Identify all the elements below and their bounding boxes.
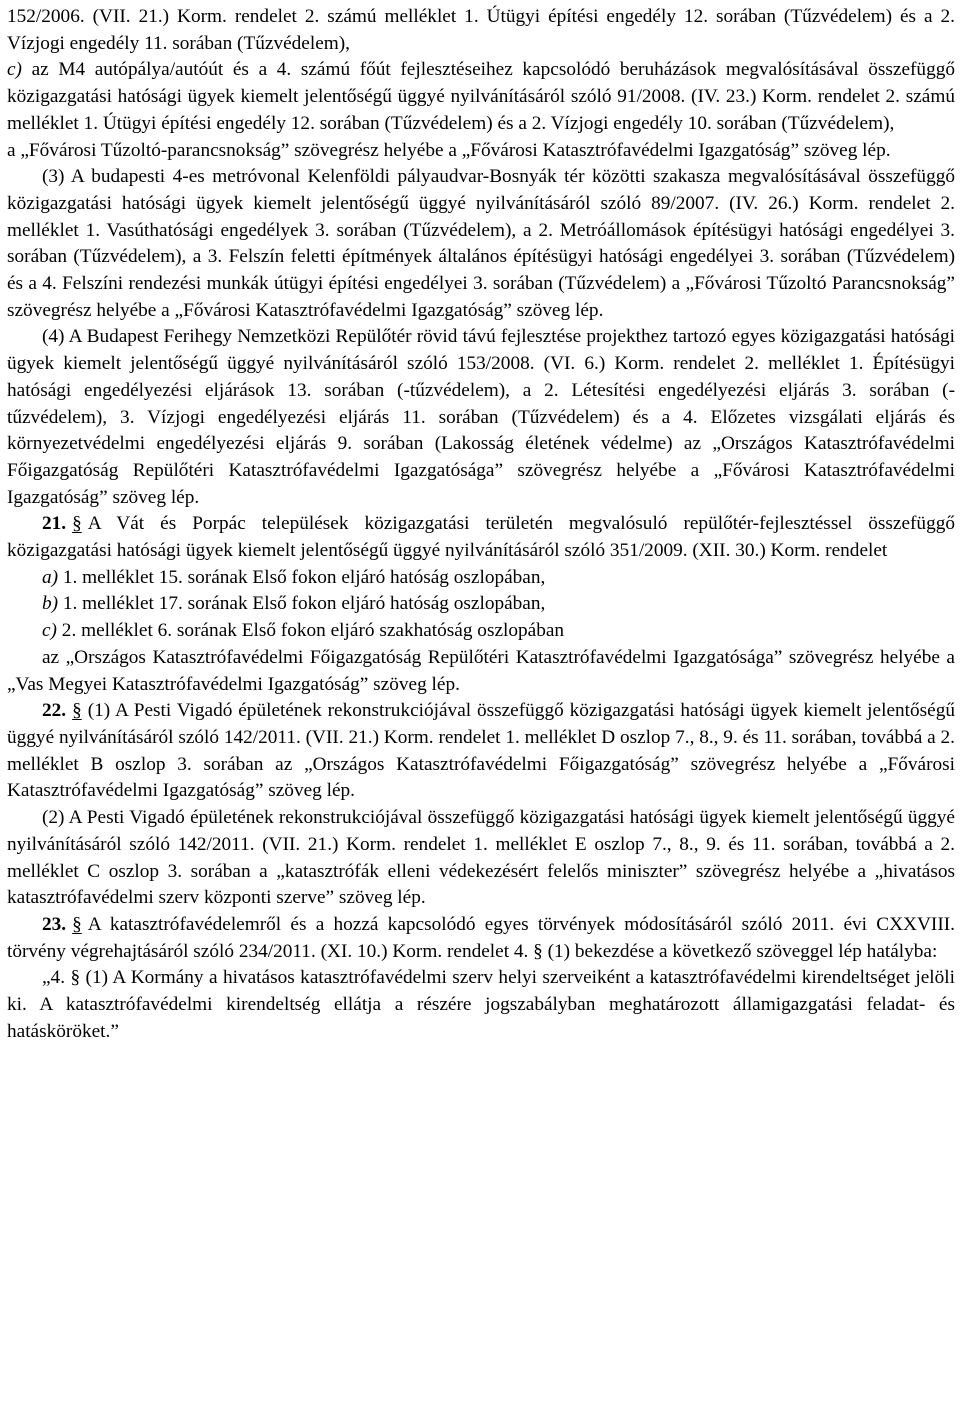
list-item [7, 565, 955, 592]
section-21 [7, 511, 955, 564]
section-23 [7, 912, 955, 965]
section-22-paragraph-2: (2) A Pesti Vigadó épületének rekonstrukciójával összefüggő közigazgatási hatósági ügyek kiemelt jelentőségű üggyé nyilvánításáról szóló 142/2011. (VII. 21.) Korm. rendelet 1. melléklet E oszlop 7., 8., 9. és 11. sorában, továbbá a 2. melléklet C oszlop 3. sorában a „katasztrófák elleni védekezésért felelős miniszter” szövegrész helyébe a „hivatásos katasztrófavédelmi szerv központi szerve” szöveg lép. [7, 807, 955, 909]
intro-item-c [7, 57, 955, 137]
item-marker: a) [42, 566, 59, 588]
section-mark: § [72, 513, 82, 535]
item-marker: c) [42, 620, 57, 642]
item-text: 1. melléklet 17. sorának Első fokon eljáró hatóság oszlopában, [58, 593, 546, 615]
section-text: (1) A Pesti Vigadó épületének rekonstrukciójával összefüggő közigazgatási hatósági ügyek kiemelt jelentőségű üggyé nyilvánításáról szóló 142/2011. (VII. 21.) Korm. rendelet 1. melléklet D oszlop 7., 8., 9. és 11. sorában, továbbá a 2. melléklet B oszlop 3. sorában az „Országos Katasztrófavédelmi Főigazgatóság” szövegrész helyébe a „Fővárosi Katasztrófavédelmi Igazgatóság” szöveg lép. [7, 700, 955, 802]
quoted-text: „4. § (1) A Kormány a hivatásos katasztrófavédelmi szerv helyi szerveiként a katasztrófavédelmi kirendeltséget jelöli ki. A katasztrófavédelmi kirendeltség ellátja a részére jogszabályban meghatározott államigazgatási feladat- és hatásköröket.” [7, 967, 955, 1042]
list-item [7, 591, 955, 618]
section-text: A Vát és Porpác települések közigazgatási területén megvalósuló repülőtér-fejlesztéssel összefüggő közigazgatási hatósági ügyek kiemelt jelentőségű üggyé nyilvánításáról szóló 351/2009. (XII. 30.) Korm. rendelet [7, 513, 955, 562]
intro-tail: a „Fővárosi Tűzoltó-parancsnokság” szövegrész helyébe a „Fővárosi Katasztrófavédelmi Igazgatóság” szöveg lép. [7, 139, 891, 161]
item-marker: b) [42, 593, 59, 615]
section-21-tail: az „Országos Katasztrófavédelmi Főigazgatóság Repülőtéri Katasztrófavédelmi Igazgatósága” szövegrész helyébe a „Vas Megyei Katasztrófavédelmi Igazgatóság” szöveg lép. [7, 646, 955, 695]
section-number: 21. [42, 513, 67, 535]
paragraph-3: (3) A budapesti 4-es metróvonal Kelenföldi pályaudvar-Bosnyák tér közötti szakasza megvalósításával összefüggő közigazgatási hatósági ügyek kiemelt jelentőségű üggyé nyilvánításáról szóló 89/2007. (IV. 26.) Korm. rendelet 2. melléklet 1. Vasúthatósági engedélyek 3. sorában (Tűzvédelem), a 2. Metróállomások építésügyi hatósági engedélyei 3. sorában (Tűzvédelem), a 3. Felszín feletti építmények általános építésügyi hatósági engedélyei 3. sorában (Tűzvédelem) és a 4. Felszíni rendezési munkák útügyi építési engedélyei 3. sorában (Tűzvédelem) a „Fővárosi Tűzoltó Parancsnokság” szövegrész helyébe a „Fővárosi Katasztrófavédelmi Igazgatóság” szöveg lép. [7, 166, 955, 321]
section-mark: § [72, 913, 82, 935]
item-marker: c) [7, 59, 22, 81]
section-number: 22. [42, 700, 67, 722]
item-text: 2. melléklet 6. sorának Első fokon eljáró szakhatóság oszlopában [56, 620, 565, 642]
intro-line: 152/2006. (VII. 21.) Korm. rendelet 2. számú melléklet 1. Útügyi építési engedély 12. sorában (Tűzvédelem) és a 2. Vízjogi engedély 11. sorában (Tűzvédelem), [7, 6, 955, 54]
list-item [7, 618, 955, 645]
item-text: 1. melléklet 15. sorának Első fokon eljáró hatóság oszlopában, [58, 566, 546, 588]
section-number: 23. [42, 913, 67, 935]
section-text: A katasztrófavédelemről és a hozzá kapcsolódó egyes törvények módosításáról szóló 2011. évi CXXVIII. törvény végrehajtásáról szóló 234/2011. (XI. 10.) Korm. rendelet 4. § (1) bekezdése a következő szöveggel lép hatályba: [7, 913, 955, 962]
item-text: az M4 autópálya/autóút és a 4. számú főút fejlesztéseihez kapcsolódó beruházások megvalósításával összefüggő közigazgatási hatósági ügyek kiemelt jelentőségű üggyé nyilvánításáról szóló 91/2008. (IV. 23.) Korm. rendelet 2. számú melléklet 1. Útügyi építési engedély 12. sorában (Tűzvédelem) és a 2. Vízjogi engedély 10. sorában (Tűzvédelem), [7, 59, 955, 134]
section-22 [7, 698, 955, 805]
section-mark: § [72, 700, 82, 722]
paragraph-4: (4) A Budapest Ferihegy Nemzetközi Repülőtér rövid távú fejlesztése projekthez tartozó egyes közigazgatási hatósági ügyek kiemelt jelentőségű üggyé nyilvánításáról szóló 153/2008. (VI. 6.) Korm. rendelet 2. melléklet 1. Építésügyi hatósági engedélyezési eljárások 13. sorában (-tűzvédelem), a 2. Létesítési engedélyezési eljárás 3. sorában (- tűzvédelem), 3. Vízjogi engedélyezési eljárás 11. sorában (Tűzvédelem) és a 4. Előzetes vizsgálati eljárás és környezetvédelmi engedélyezési eljárás 9. sorában (Lakosság életének védelme) az „Országos Katasztrófavédelmi Főigazgatóság Repülőtéri Katasztrófavédelmi Igazgatósága” szövegrész helyébe a „Fővárosi Katasztrófavédelmi Igazgatóság” szöveg lép. [7, 326, 955, 508]
